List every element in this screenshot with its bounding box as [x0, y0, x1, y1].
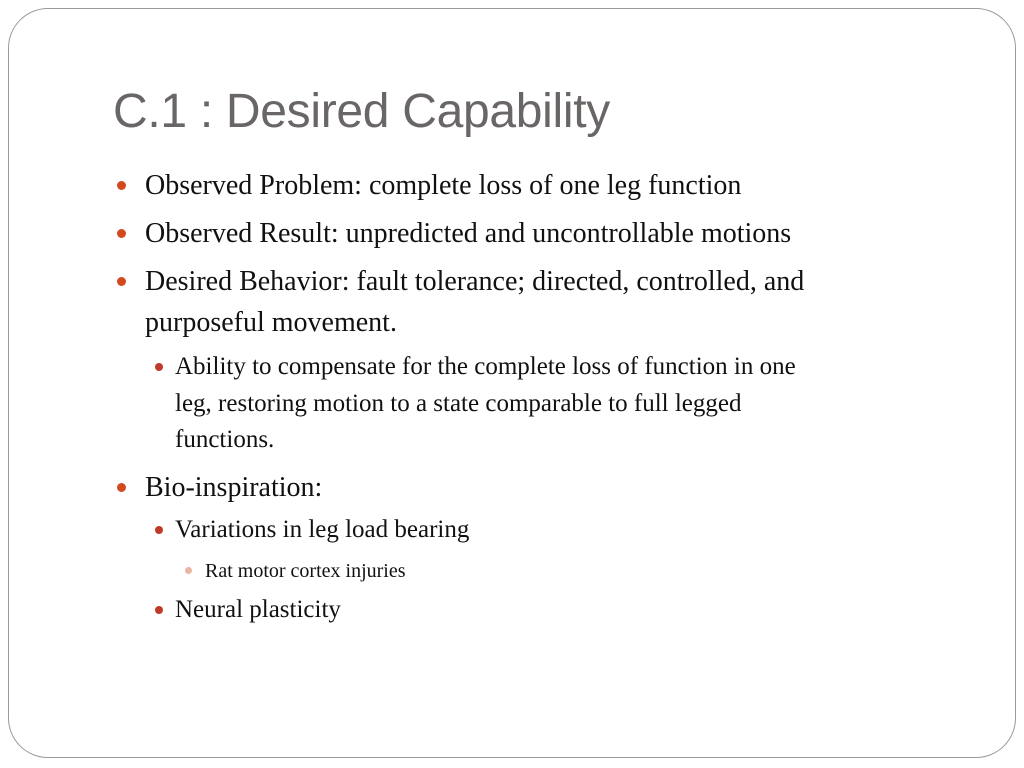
bullet-desired-behavior-line1: Desired Behavior: fault tolerance; directed, controlled, and [145, 266, 805, 297]
bullet-observed-problem: Observed Problem: complete loss of one leg function [145, 170, 742, 201]
bullet-bio-inspiration: Bio-inspiration: [145, 472, 323, 503]
bullet-desired-behavior-line2: purposeful movement. [145, 307, 397, 338]
bullet-dot [155, 363, 163, 371]
bullet-neural-plasticity: Neural plasticity [175, 596, 341, 623]
bullet-dot [155, 606, 163, 614]
bullet-dot [185, 567, 192, 574]
bullet-dot [117, 229, 126, 238]
bullet-rat-motor: Rat motor cortex injuries [205, 560, 406, 582]
bullet-dot [117, 181, 126, 190]
bullet-observed-result: Observed Result: unpredicted and uncontrollable motions [145, 218, 792, 249]
bullet-dot [155, 526, 163, 534]
bullet-dot [117, 483, 126, 492]
bullet-ability-line1: Ability to compensate for the complete loss of function in one [175, 353, 796, 380]
bullet-ability-line3: functions. [175, 426, 275, 453]
bullet-ability-line2: leg, restoring motion to a state comparable to full legged [175, 390, 742, 417]
bullet-dot [117, 277, 126, 286]
slide-title: C.1 : Desired Capability [113, 85, 611, 138]
bullet-variations: Variations in leg load bearing [175, 516, 470, 543]
